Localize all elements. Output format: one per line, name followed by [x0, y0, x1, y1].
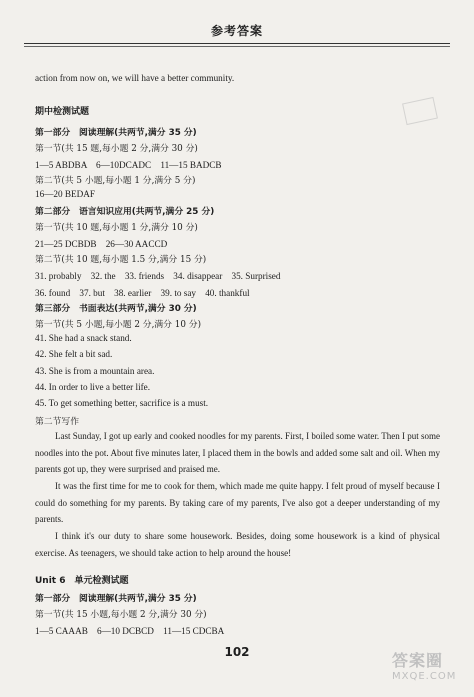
header-rule — [24, 43, 450, 44]
unit6-sec1-answers: 1—5 CAAAB 6—10 DCBCD 11—15 CDCBA — [35, 626, 225, 636]
part1-sec2-note: (共 5 小题,每小题 1 分,满分 5 分) — [61, 176, 196, 186]
part2-heading: 第二部分 语言知识应用(共两节,满分 25 分) — [35, 207, 215, 217]
part2-sec1-answers: 21—25 DCBDB 26—30 AACCD — [35, 239, 168, 249]
unit6-sec1-line — [35, 607, 207, 620]
essay-paragraph-1: Last Sunday, I got up early and cooked noodles for my parents. First, I boiled some water. Then I put some noodles into the pot. About five minutes later, I placed them in the bowls and added some salt and oil. When my parents got up, they were surprised and praised me. — [35, 431, 440, 474]
page-number: 102 — [224, 645, 250, 659]
watermark-bottom-text: MXQE.COM — [392, 671, 457, 682]
writing-answer-41: 41. She had a snack stand. — [35, 333, 132, 343]
part2-sec1-note: (共 10 题,每小题 1 分,满分 10 分) — [61, 223, 198, 233]
writing-answer-43: 43. She is from a mountain area. — [35, 366, 155, 376]
part3-sec1-note: (共 5 小题,每小题 2 分,满分 10 分) — [61, 320, 201, 330]
unit6-sec1-heading: 第一节 — [35, 610, 62, 620]
watermark-top-text: 答案圈 — [392, 651, 444, 670]
unit6-title: Unit 6 单元检测试题 — [35, 576, 129, 586]
part3-sec2-heading: 第二节 — [35, 417, 62, 427]
part1-sec2-answers: 16—20 BEDAF — [35, 189, 95, 199]
intro-line: action from now on, we will have a better community. — [35, 73, 235, 83]
part3-heading: 第三部分 书面表达(共两节,满分 30 分) — [35, 304, 197, 314]
part1-sec2-line — [35, 173, 195, 186]
essay-paragraph-3: I think it's our duty to share some housework. Besides, doing some housework is a kind of physical exercise. As teenagers, we should take action to help around the house! — [35, 531, 440, 558]
essay-paragraph-2: It was the first time for me to cook for them, which made me quite happy. I felt proud of myself because I could do something for my parents. By taking care of my parents, I've also got a deeper understanding of my parents. — [35, 481, 440, 524]
part2-sec2-note: (共 10 题,每小题 1.5 分,满分 15 分) — [61, 255, 207, 265]
header-rule-thin — [24, 46, 450, 47]
unit6-part1-heading: 第一部分 阅读理解(共两节,满分 35 分) — [35, 594, 197, 604]
part2-sec1-line — [35, 220, 198, 233]
part1-heading: 第一部分 阅读理解(共两节,满分 35 分) — [35, 128, 197, 138]
part2-sec2-answers-1: 31. probably 32. the 33. friends 34. disappear 35. Surprised — [35, 271, 281, 281]
part3-sec1-heading: 第一节 — [35, 320, 62, 330]
part1-sec2-heading: 第二节 — [35, 176, 62, 186]
stamp-mark — [402, 97, 438, 125]
part3-sec2-note: 写作 — [61, 417, 80, 427]
writing-answer-42: 42. She felt a bit sad. — [35, 349, 113, 359]
writing-answer-45: 45. To get something better, sacrifice is a must. — [35, 398, 209, 408]
midterm-title: 期中检测试题 — [35, 107, 90, 117]
page-header-title: 参考答案 — [210, 24, 263, 38]
part1-sec1-heading: 第一节 — [35, 144, 62, 154]
watermark-logo — [392, 648, 472, 694]
part1-sec1-note: (共 15 题,每小题 2 分,满分 30 分) — [61, 144, 198, 154]
writing-answer-44: 44. In order to live a better life. — [35, 382, 151, 392]
part2-sec2-answers-2: 36. found 37. but 38. earlier 39. to say 40. thankful — [35, 288, 250, 298]
part2-sec1-heading: 第一节 — [35, 223, 62, 233]
unit6-sec1-note: (共 15 小题,每小题 2 分,满分 30 分) — [61, 610, 207, 620]
part2-sec2-heading: 第二节 — [35, 255, 62, 265]
part3-sec1-line — [35, 317, 201, 330]
part1-sec1-line — [35, 141, 198, 154]
part2-sec2-line — [35, 252, 206, 265]
part3-sec2-line — [35, 414, 79, 427]
part1-sec1-answers: 1—5 ABDBA 6—10DCADC 11—15 BADCB — [35, 160, 222, 170]
